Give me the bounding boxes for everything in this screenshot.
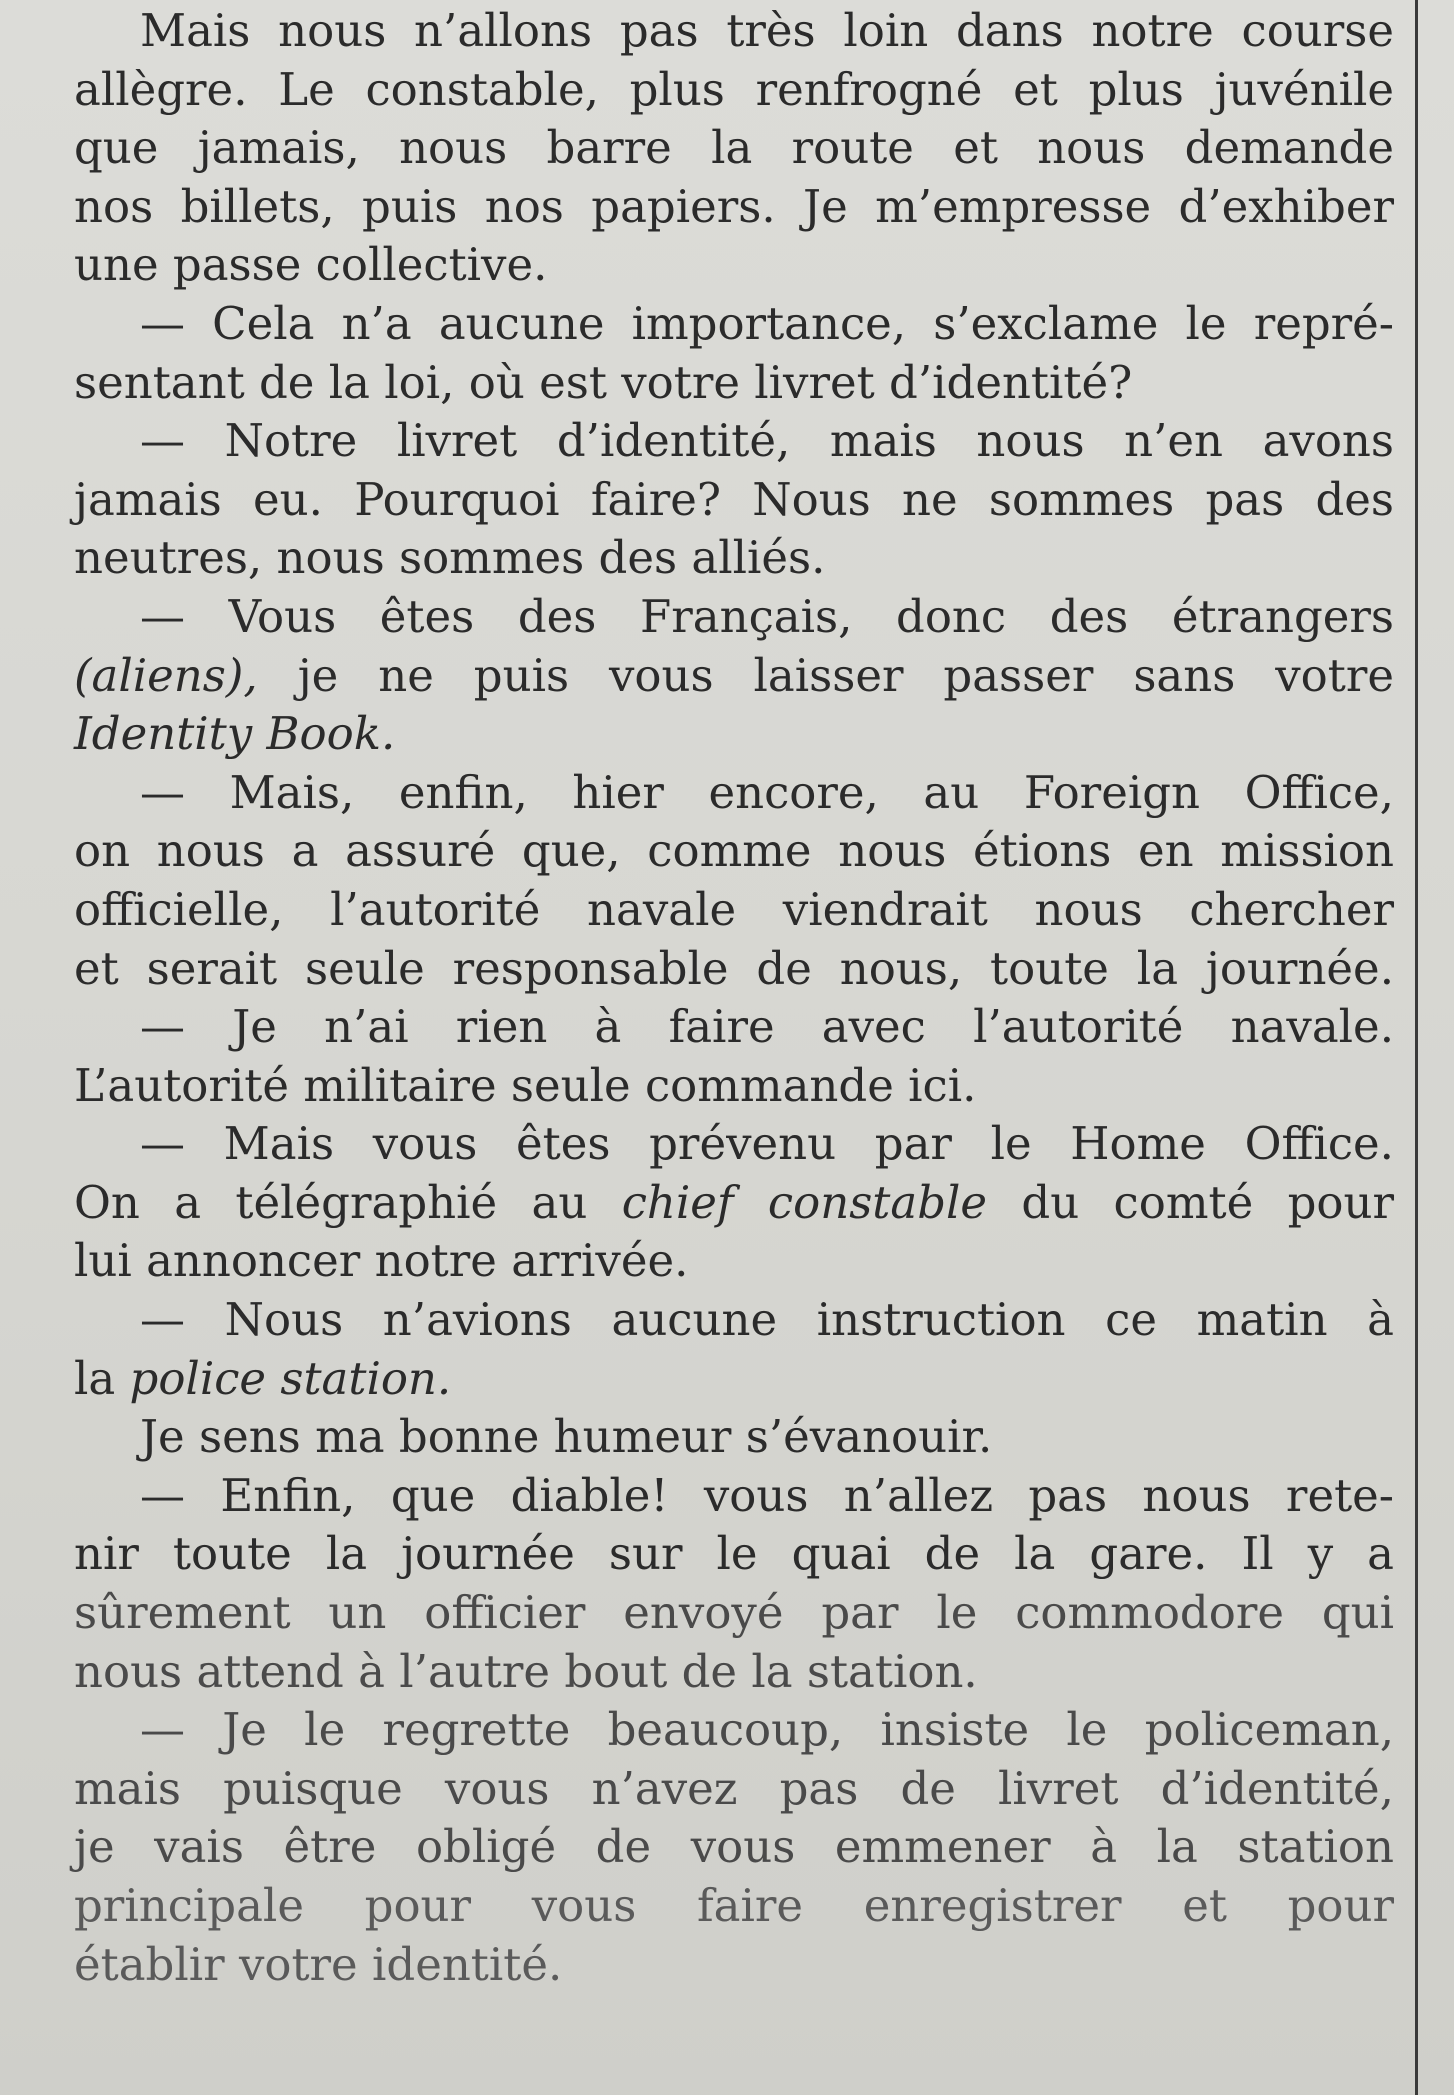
- text-line: [74, 1818, 1394, 1877]
- text-line: [74, 529, 1394, 588]
- text-line: [74, 2, 1394, 61]
- text-line: [74, 1350, 1394, 1409]
- line-text: — Notre livret d’identité, mais nous n’en avons: [140, 414, 1394, 468]
- line-text: une passe collective.: [74, 238, 548, 292]
- paragraph: [74, 1701, 1394, 1994]
- line-text: L’autorité militaire seule commande ici.: [74, 1058, 977, 1112]
- line-text: officielle, l’autorité navale viendrait nous chercher: [74, 882, 1394, 936]
- text-line: [74, 178, 1394, 237]
- line-text: — Vous êtes des Français, donc des étrangers: [140, 589, 1394, 643]
- line-text: nos billets, puis nos papiers. Je m’empresse d’exhiber: [74, 179, 1394, 233]
- paragraph: [74, 1115, 1394, 1291]
- paragraph: [74, 412, 1394, 588]
- line-text: du comté pour: [987, 1175, 1394, 1229]
- line-text: on nous a assuré que, comme nous étions en mission: [74, 824, 1394, 878]
- line-text: établir votre identité.: [74, 1937, 563, 1991]
- line-text: et serait seule responsable de nous, toute la journée.: [74, 941, 1394, 995]
- text-line: [74, 1291, 1394, 1350]
- body-text: [74, 2, 1394, 1994]
- text-line: [74, 1584, 1394, 1643]
- text-line: [74, 1877, 1394, 1936]
- text-line: [74, 1408, 1394, 1467]
- text-line: [74, 119, 1394, 178]
- line-text: je ne puis vous laisser passer sans votre: [257, 648, 1394, 702]
- text-line: [74, 940, 1394, 999]
- text-line: [74, 354, 1394, 413]
- line-text: lui annoncer notre arrivée.: [74, 1234, 689, 1288]
- line-text: Mais nous n’allons pas très loin dans notre course: [140, 4, 1394, 57]
- paragraph: [74, 1291, 1394, 1408]
- line-text: sentant de la loi, où est votre livret d’identité?: [74, 355, 1133, 409]
- text-line: [74, 1232, 1394, 1291]
- text-line: [74, 764, 1394, 823]
- text-line: [74, 1701, 1394, 1760]
- line-text: la: [74, 1351, 130, 1405]
- line-text: — Enfin, que diable! vous n’allez pas nous rete-: [140, 1468, 1394, 1522]
- line-text: que jamais, nous barre la route et nous demande: [74, 121, 1394, 175]
- text-line: [74, 881, 1394, 940]
- paragraph: [74, 764, 1394, 998]
- line-text: On a télégraphié au: [74, 1175, 622, 1229]
- text-line: [74, 1467, 1394, 1526]
- italic-term: Identity Book.: [74, 707, 396, 761]
- line-text: principale pour vous faire enregistrer et pour: [74, 1879, 1394, 1932]
- paragraph: [74, 295, 1394, 412]
- line-text: nous attend à l’autre bout de la station.: [74, 1644, 978, 1698]
- paragraph: [74, 588, 1394, 764]
- text-line: [74, 1057, 1394, 1116]
- line-text: — Cela n’a aucune importance, s’exclame le repré-: [140, 296, 1394, 350]
- text-line: [74, 61, 1394, 120]
- paragraph: [74, 2, 1394, 295]
- line-text: — Mais, enfin, hier encore, au Foreign Office,: [140, 765, 1394, 819]
- line-text: nir toute la journée sur le quai de la gare. Il y a: [74, 1527, 1394, 1581]
- text-line: [74, 1174, 1394, 1233]
- line-text: — Je n’ai rien à faire avec l’autorité navale.: [140, 1000, 1394, 1054]
- text-line: [74, 1936, 1394, 1995]
- line-text: — Je le regrette beaucoup, insiste le policeman,: [140, 1703, 1394, 1757]
- text-line: [74, 1115, 1394, 1174]
- line-text: Je sens ma bonne humeur s’évanouir.: [140, 1410, 993, 1464]
- line-text: neutres, nous sommes des alliés.: [74, 531, 826, 585]
- text-line: [74, 647, 1394, 706]
- line-text: — Nous n’avions aucune instruction ce matin à: [140, 1293, 1394, 1347]
- line-text: jamais eu. Pourquoi faire? Nous ne sommes pas des: [74, 472, 1394, 526]
- text-line: [74, 295, 1394, 354]
- paragraph: [74, 1408, 1394, 1467]
- text-line: [74, 705, 1394, 764]
- line-text: sûrement un officier envoyé par le commodore qui: [74, 1586, 1394, 1640]
- line-text: allègre. Le constable, plus renfrogné et plus juvénile: [74, 62, 1394, 116]
- text-line: [74, 1760, 1394, 1819]
- line-text: je vais être obligé de vous emmener à la station: [74, 1820, 1394, 1874]
- text-line: [74, 1643, 1394, 1702]
- line-text: mais puisque vous n’avez pas de livret d’identité,: [74, 1761, 1394, 1815]
- italic-term: chief constable: [621, 1175, 988, 1229]
- italic-term: (aliens),: [74, 648, 258, 702]
- text-line: [74, 471, 1394, 530]
- text-line: [74, 998, 1394, 1057]
- line-text: — Mais vous êtes prévenu par le Home Office.: [140, 1117, 1394, 1171]
- paragraph: [74, 998, 1394, 1115]
- italic-term: police station.: [129, 1351, 452, 1405]
- paragraph: [74, 1467, 1394, 1701]
- text-line: [74, 822, 1394, 881]
- page-edge-rule: [1415, 0, 1418, 2095]
- text-line: [74, 588, 1394, 647]
- text-line: [74, 412, 1394, 471]
- text-line: [74, 236, 1394, 295]
- text-line: [74, 1525, 1394, 1584]
